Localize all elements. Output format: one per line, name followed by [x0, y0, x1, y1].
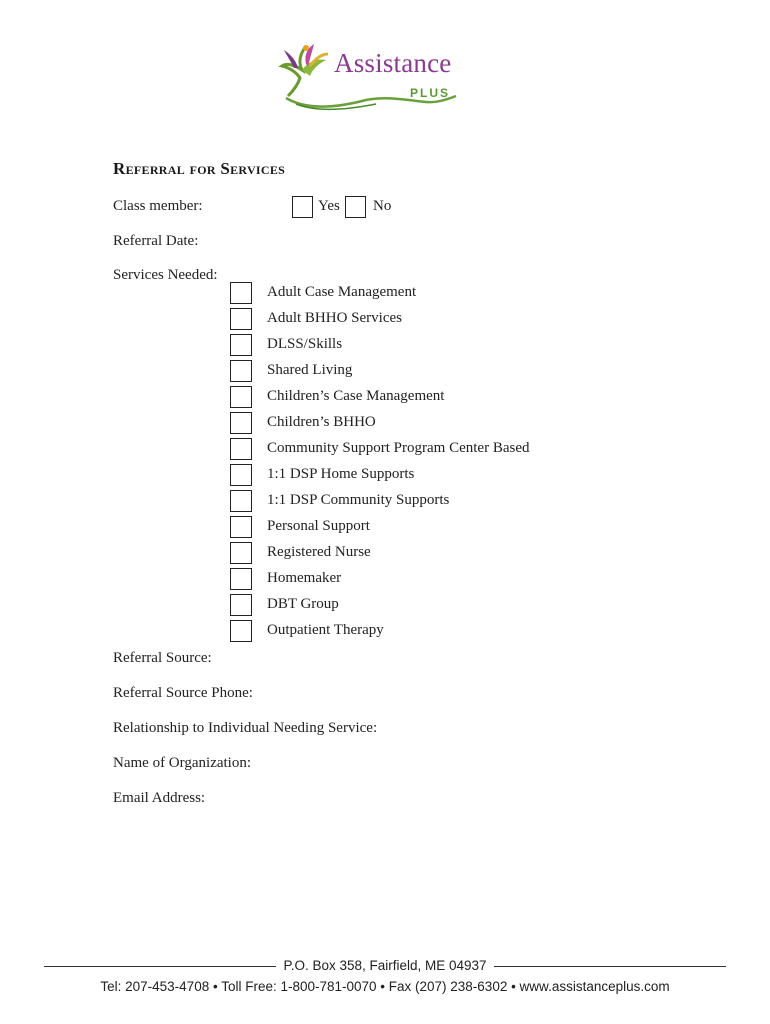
- services-needed-label: Services Needed:: [113, 267, 218, 283]
- service-label: Shared Living: [267, 362, 353, 378]
- service-label: DBT Group: [267, 596, 339, 612]
- class-member-yes-label: Yes: [318, 198, 340, 214]
- service-checkbox[interactable]: [230, 438, 252, 460]
- footer-address-text: P.O. Box 358, Fairfield, ME 04937: [276, 958, 493, 973]
- service-checkbox[interactable]: [230, 542, 252, 564]
- service-checkbox[interactable]: [230, 490, 252, 512]
- class-member-no-label: No: [373, 198, 392, 214]
- service-label: Adult Case Management: [267, 284, 417, 300]
- service-label: DLSS/Skills: [267, 336, 343, 352]
- footer-contact: Tel: 207-453-4708 • Toll Free: 1-800-781-0070 • Fax (207) 238-6302 • www.assistanceplus.com: [100, 979, 670, 994]
- service-label: 1:1 DSP Home Supports: [267, 466, 415, 482]
- service-checkbox[interactable]: [230, 412, 252, 434]
- service-checkbox[interactable]: [230, 594, 252, 616]
- class-member-no-checkbox[interactable]: [345, 196, 366, 218]
- relationship-label: Relationship to Individual Needing Service:: [113, 720, 378, 736]
- service-checkbox[interactable]: [230, 516, 252, 538]
- service-checkbox[interactable]: [230, 464, 252, 486]
- referral-source-phone-label: Referral Source Phone:: [113, 685, 253, 701]
- logo-plus-text: PLUS: [410, 86, 451, 100]
- service-checkbox[interactable]: [230, 568, 252, 590]
- service-label: Children’s Case Management: [267, 388, 445, 404]
- email-label: Email Address:: [113, 790, 206, 806]
- assistance-plus-logo: [276, 40, 476, 112]
- service-label: 1:1 DSP Community Supports: [267, 492, 450, 508]
- page-title: Referral for Services: [113, 159, 286, 178]
- service-label: Registered Nurse: [267, 544, 371, 560]
- logo-wordmark: Assistance: [334, 48, 452, 78]
- referral-date-label: Referral Date:: [113, 233, 199, 249]
- service-label: Children’s BHHO: [267, 414, 376, 430]
- class-member-label: Class member:: [113, 198, 203, 214]
- organization-label: Name of Organization:: [113, 755, 252, 771]
- service-label: Homemaker: [267, 570, 342, 586]
- service-label: Community Support Program Center Based: [267, 440, 530, 456]
- service-checkbox[interactable]: [230, 360, 252, 382]
- class-member-yes-checkbox[interactable]: [292, 196, 313, 218]
- service-label: Adult BHHO Services: [267, 310, 402, 326]
- service-label: Personal Support: [267, 518, 370, 534]
- service-label: Outpatient Therapy: [267, 622, 384, 638]
- footer-address: [0, 958, 770, 973]
- service-checkbox[interactable]: [230, 308, 252, 330]
- service-checkbox[interactable]: [230, 620, 252, 642]
- referral-source-label: Referral Source:: [113, 650, 212, 666]
- service-checkbox[interactable]: [230, 282, 252, 304]
- service-checkbox[interactable]: [230, 334, 252, 356]
- service-checkbox[interactable]: [230, 386, 252, 408]
